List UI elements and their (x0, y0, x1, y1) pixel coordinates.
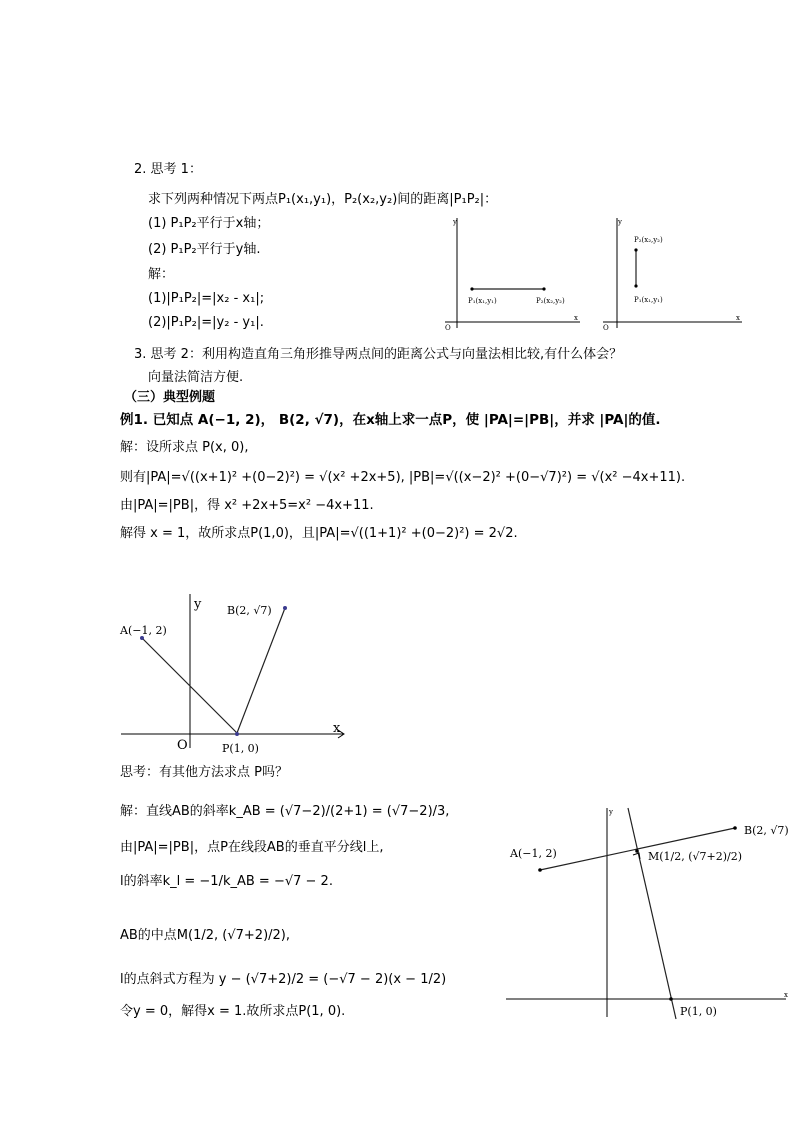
figure-parallel-x (440, 210, 590, 340)
fig3-point-p (235, 732, 239, 736)
fig4-point-a (538, 868, 542, 872)
example1-title: 例1. 已知点 A(−1, 2)， B(2, √7)，在x轴上求一点P，使 |PA|=|PB|，并求 |PA|的值. (120, 412, 661, 428)
fig2-p1-label: P₁(x₁,y₁) (634, 296, 663, 304)
fig4-point-p (669, 997, 673, 1001)
fig1-point-p2 (542, 287, 545, 290)
fig4-y-label: y (609, 808, 613, 816)
fig3-x-label: x (333, 721, 341, 736)
think3-question: 思考：有其他方法求点 P吗？ (120, 765, 288, 780)
example1-step3: 由|PA|=|PB|，得 x² +2x+5=x² −4x+11. (120, 498, 374, 513)
fig4-bisector-line (628, 808, 676, 1019)
solution2-line4: AB的中点M(1/2, (√7+2)/2), (120, 928, 291, 943)
think1-solution1: (1)|P₁P₂|=|x₂ - x₁|; (148, 291, 265, 306)
solution2-line5: l的点斜式方程为 y − (√7+2)/2 = (−√7 − 2)(x − 1/2) (120, 972, 447, 987)
fig4-x-label: x (784, 991, 788, 999)
fig2-x-label: x (736, 314, 740, 322)
think2-answer: 向量法简洁方便. (148, 370, 244, 385)
example1-step4: 解得 x = 1，故所求点P(1,0)，且|PA|=√((1+1)² +(0−2)²) = 2√2. (120, 526, 518, 541)
fig3-b-label: B(2, √7) (227, 604, 272, 617)
solution2-line6: 令y = 0，解得x = 1.故所求点P(1, 0). (120, 1004, 346, 1019)
think1-solution-label: 解： (148, 267, 175, 282)
solution2-line1: 解：直线AB的斜率k_AB = (√7−2)/(2+1) = (√7−2)/3, (120, 804, 450, 819)
fig1-point-p1 (470, 287, 473, 290)
fig2-point-p1 (634, 284, 637, 287)
think1-prompt: 求下列两种情况下两点P₁(x₁,y₁)，P₂(x₂,y₂)间的距离|P₁P₂|： (148, 192, 498, 207)
fig1-y-label: y (453, 218, 457, 226)
fig3-p-label: P(1, 0) (222, 742, 259, 755)
figure-example1 (115, 590, 355, 760)
fig3-origin-label: O (177, 738, 188, 753)
fig3-point-b (283, 606, 287, 610)
figure-parallel-y (600, 210, 750, 340)
think2-label: 3. 思考 2：利用构造直角三角形推导两点间的距离公式与向量法相比较,有什么体会？ (134, 347, 623, 362)
solution2-line2: 由|PA|=|PB|，点P在线段AB的垂直平分线l上, (120, 840, 384, 855)
fig2-point-p2 (634, 248, 637, 251)
fig1-p1-label: P₁(x₁,y₁) (468, 297, 497, 305)
figure-perpendicular-bisector (500, 805, 794, 1027)
section-heading: （三）典型例题 (124, 390, 216, 405)
think1-solution2: (2)|P₁P₂|=|y₂ - y₁|. (148, 315, 264, 330)
example1-step2: 则有|PA|=√((x+1)² +(0−2)²) = √(x² +2x+5), |PB|=√((x−2)² +(0−√7)²) = √(x² −4x+11). (120, 470, 686, 485)
fig3-y-label: y (194, 597, 202, 612)
think1-case1: (1) P₁P₂平行于x轴； (148, 216, 270, 231)
fig2-origin-label: O (603, 324, 609, 332)
fig1-x-label: x (574, 314, 578, 322)
fig3-a-label: A(−1, 2) (120, 624, 167, 637)
fig2-p2-label: P₂(x₂,y₂) (634, 236, 663, 244)
think1-label: 2. 思考 1： (134, 162, 202, 177)
solution2-line3: l的斜率k_l = −1/k_AB = −√7 − 2. (120, 874, 333, 889)
fig4-b-label: B(2, √7) (744, 824, 789, 837)
fig4-a-label: A(−1, 2) (510, 847, 557, 860)
fig4-m-label: M(1/2, (√7+2)/2) (648, 850, 743, 863)
fig4-point-m (635, 849, 639, 853)
fig3-segment-pb (237, 608, 285, 733)
example1-step1: 解：设所求点 P(x, 0), (120, 440, 249, 455)
fig2-y-label: y (618, 218, 622, 226)
fig4-p-label: P(1, 0) (680, 1005, 717, 1018)
think1-case2: (2) P₁P₂平行于y轴. (148, 242, 261, 257)
fig1-origin-label: O (445, 324, 451, 332)
fig4-point-b (733, 826, 737, 830)
fig1-p2-label: P₂(x₂,y₂) (536, 297, 565, 305)
